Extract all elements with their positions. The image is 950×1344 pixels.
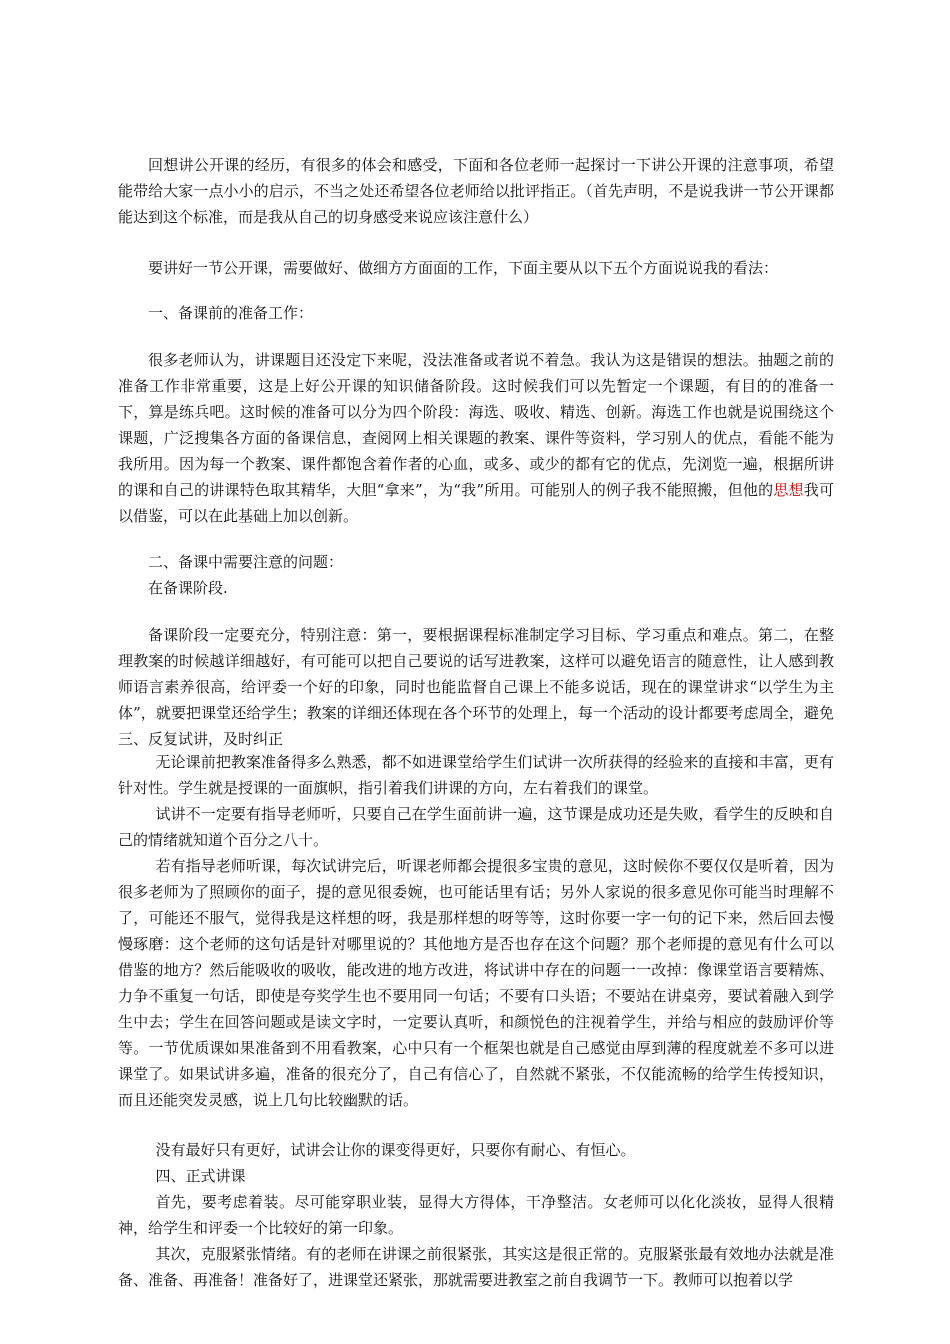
section-4-paragraph-1: 首先，要考虑着装。尽可能穿职业装，显得大方得体，干净整洁。女老师可以化化淡妆，显得人很精神，给学生和评委一个比较好的第一印象。	[118, 1193, 834, 1237]
section-3-paragraph-4: 没有最好只有更好，试讲会让你的课变得更好，只要你有耐心、有恒心。	[155, 1141, 636, 1159]
section-4-paragraph-2: 其次，克服紧张情绪。有的老师在讲课之前很紧张，其实这是很正常的。克服紧张最有效地办法就是准备、准备、再准备！准备好了，进课堂还紧张，那就需要进教室之前自我调节一下。教师可以抱着以学	[118, 1245, 834, 1289]
section-2-paragraph: 备课阶段一定要充分，特别注意：第一，要根据课程标准制定学习目标、学习重点和难点。第二，在整理教案的时候越详细越好，有可能可以把自己要说的话写进教案，这样可以避免语言的随意性，让人感到教师语言素养很高，给评委一个好的印象，同时也能监督自己课上不能多说话，现在的课堂讲求“以学生为主体”，就要把课堂还给学生；教案的详细还体现在各个环节的处理上，每一个活动的设计都要考虑周全，避免三、反复试讲，及时纠正	[118, 626, 834, 748]
overview-paragraph: 要讲好一节公开课，需要做好、做细方方面面的工作，下面主要从以下五个方面说说我的看法：	[148, 259, 779, 277]
section-1-paragraph	[118, 347, 834, 529]
section-3-paragraph-2: 试讲不一定要有指导老师听，只要自己在学生面前讲一遍，这节课是成功还是失败，看学生的反映和自己的情绪就知道个百分之八十。	[118, 805, 834, 849]
intro-paragraph: 回想讲公开课的经历，有很多的体会和感受，下面和各位老师一起探讨一下讲公开课的注意事项，希望能带给大家一点小小的启示，不当之处还希望各位老师给以批评指正。（首先声明，不是说我讲一节公开课都能达到这个标准，而是我从自己的切身感受来说应该注意什么）	[118, 156, 834, 226]
section-2-subheading: 在备课阶段.	[148, 579, 228, 597]
section-1-text-b: 我可以借鉴，可以在此基础上加以创新。	[118, 481, 834, 525]
section-1-text-a: 很多老师认为，讲课题目还没定下来呢，没法准备或者说不着急。我认为这是错误的想法。抽题之前的准备工作非常重要，这是上好公开课的知识储备阶段。这时候我们可以先暂定一个课题，有目的的准备一下，算是练兵吧。这时候的准备可以分为四个阶段：海选、吸收、精选、创新。海选工作也就是说围绕这个课题，广泛搜集各方面的备课信息，查阅网上相关课题的教案、课件等资料，学习别人的优点，看能不能为我所用。因为每一个教案、课件都饱含着作者的心血，或多、或少的都有它的优点，先浏览一遍，根据所讲的课和自己的讲课特色取其精华，大胆“拿来”，为“我”所用。可能别人的例子我不能照搬，但他的	[118, 351, 834, 499]
section-heading-2: 二、备课中需要注意的问题：	[148, 553, 344, 571]
section-3-paragraph-3: 若有指导老师听课，每次试讲完后，听课老师都会提很多宝贵的意见，这时候你不要仅仅是听着，因为很多老师为了照顾你的面子，提的意见很委婉，也可能话里有话；另外人家说的很多意见你可能当时理解不了，可能还不服气，觉得我是这样想的呀，我是那样想的呀等等，这时你要一字一句的记下来，然后回去慢慢琢磨：这个老师的这句话是针对哪里说的？其他地方是否也存在这个问题？那个老师提的意见有什么可以借鉴的地方？然后能吸收的吸收，能改进的地方改进，将试讲中存在的问题一一改掉：像课堂语言要精炼、力争不重复一句话，即使是夸奖学生也不要用同一句话；不要有口头语；不要站在讲桌旁，要试着融入到学生中去；学生在回答问题或是读文字时，一定要认真听，和颜悦色的注视着学生，并给与相应的鼓励评价等等。一节优质课如果准备到不用看教案，心中只有一个框架也就是自己感觉由厚到薄的程度就差不多可以进课堂了。如果试讲多遍，准备的很充分了，自己有信心了，自然就不紧张，不仅能流畅的给学生传授知识，而且还能突发灵感，说上几句比较幽默的话。	[118, 857, 834, 1109]
section-heading-1: 一、备课前的准备工作：	[148, 304, 314, 322]
section-3-paragraph-1: 无论课前把教案准备得多么熟悉，都不如进课堂给学生们试讲一次所获得的经验来的直接和丰富，更有针对性。学生就是授课的一面旗帜，指引着我们讲课的方向，左右着我们的课堂。	[118, 753, 834, 797]
highlighted-word: 思想	[773, 481, 804, 499]
section-heading-4: 四、正式讲课	[155, 1167, 246, 1185]
